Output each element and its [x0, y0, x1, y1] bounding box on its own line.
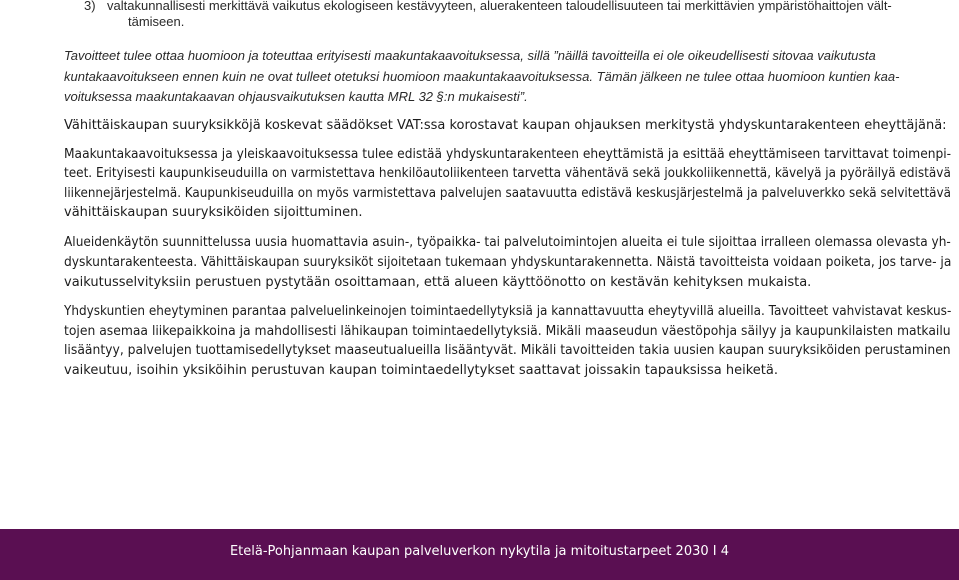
paragraph-quote — [64, 46, 900, 108]
list-item-number: 3) — [84, 0, 96, 13]
list-item-line-2: tämiseen. — [128, 14, 185, 29]
intro-line: Vähittäiskaupan suuryksikköjä koskevat säädökset VAT:ssa korostavat kaupan ohjauksen merkitystä yhdyskuntarakenteen eheyttäjänä: — [64, 118, 947, 133]
paragraph-2 — [64, 233, 952, 292]
quote-line: kuntakaavoitukseen ennen kuin ne ovat tulleet otetuksi huomioon maakuntakaavoituksessa. Tämän jälkeen ne tulee ottaa huomioon kuntien kaa- — [64, 68, 900, 84]
paragraph-2-line: vaikutusselvityksiin perustuen pystytään osoittamaan, että alueen käyttöönotto on kestävän kehityksen mukaista. — [64, 274, 812, 290]
paragraph-1 — [64, 145, 952, 223]
paragraph-1-line: teet. Erityisesti kaupunkiseuduilla on varmistettava henkilöautoliikenteen tarvetta vähentävä sekä joukkoliikennettä, kävelyä ja pyöräilyä edistävä — [64, 166, 951, 182]
page-footer — [0, 529, 959, 580]
paragraph-1-line: Maakuntakaavoituksessa ja yleiskaavoituksessa tulee edistää yhdyskuntarakenteen eheyttämistä ja esittää eheyttämiseen tarvittavat toimenpi- — [64, 147, 952, 162]
list-item-line-1: valtakunnallisesti merkittävä vaikutus ekologiseen kestävyyteen, aluerakenteen taloudellisuuteen tai merkittävien ympäristöhaittojen vält- — [107, 0, 892, 13]
paragraph-1-line: liikennejärjestelmä. Kaupunkiseuduilla on myös varmistettava palvelujen saatavuutta edistävä keskusjärjestelmä ja palveluverkko sekä selvitettävä — [64, 185, 951, 201]
paragraph-3-line: vaikeutuu, isoihin yksiköihin perustuvan kaupan toimintaedellytykset saattavat joissakin tapauksissa heiketä. — [64, 362, 778, 378]
paragraph-3-line: lisääntyy, palvelujen tuottamisedellytykset maaseutualueilla lisääntyvät. Mikäli tavoitteiden takia uusien kaupan suuryksiköiden perustaminen — [64, 343, 951, 359]
paragraph-2-line: dyskuntarakenteesta. Vähittäiskaupan suuryksiköt sijoitetaan tukemaan yhdyskuntarakennetta. Näistä tavoitteista voidaan poiketa, jos tarve- ja — [64, 254, 952, 270]
quote-line: Tavoitteet tulee ottaa huomioon ja toteuttaa erityisesti maakuntakaavoituksessa, sillä ”näillä tavoitteilla ei ole oikeudellisesti sitovaa vaikutusta — [64, 48, 876, 63]
paragraph-2-line: Alueidenkäytön suunnittelussa uusia huomattavia asuin-, työpaikka- tai palvelutoimintojen alueita ei tule sijoittaa irralleen olemassa olevasta yh- — [64, 235, 951, 250]
footer-text: Etelä-Pohjanmaan kaupan palveluverkon nykytila ja mitoitustarpeet 2030 I 4 — [229, 544, 730, 559]
paragraph-1-line: vähittäiskaupan suuryksiköiden sijoittuminen. — [64, 205, 363, 221]
paragraph-3-line: Yhdyskuntien eheytyminen parantaa palveluelinkeinojen toimintaedellytyksiä ja kannattavuutta eheytyvillä alueilla. Tavoitteet vahvistavat keskus- — [64, 304, 952, 319]
paragraph-3-line: tojen asemaa liikepaikkoina ja mahdollisesti lähikaupan toimintaedellytyksiä. Mikäli maaseudun väestöpohja säilyy ja kaupunkilaisten matkailu — [64, 323, 951, 339]
paragraph-3 — [64, 302, 952, 380]
quote-line: voituksessa maakuntakaavan ohjausvaikutuksen kautta MRL 32 §:n mukaisesti”. — [64, 89, 528, 104]
paragraph-intro — [64, 116, 947, 135]
